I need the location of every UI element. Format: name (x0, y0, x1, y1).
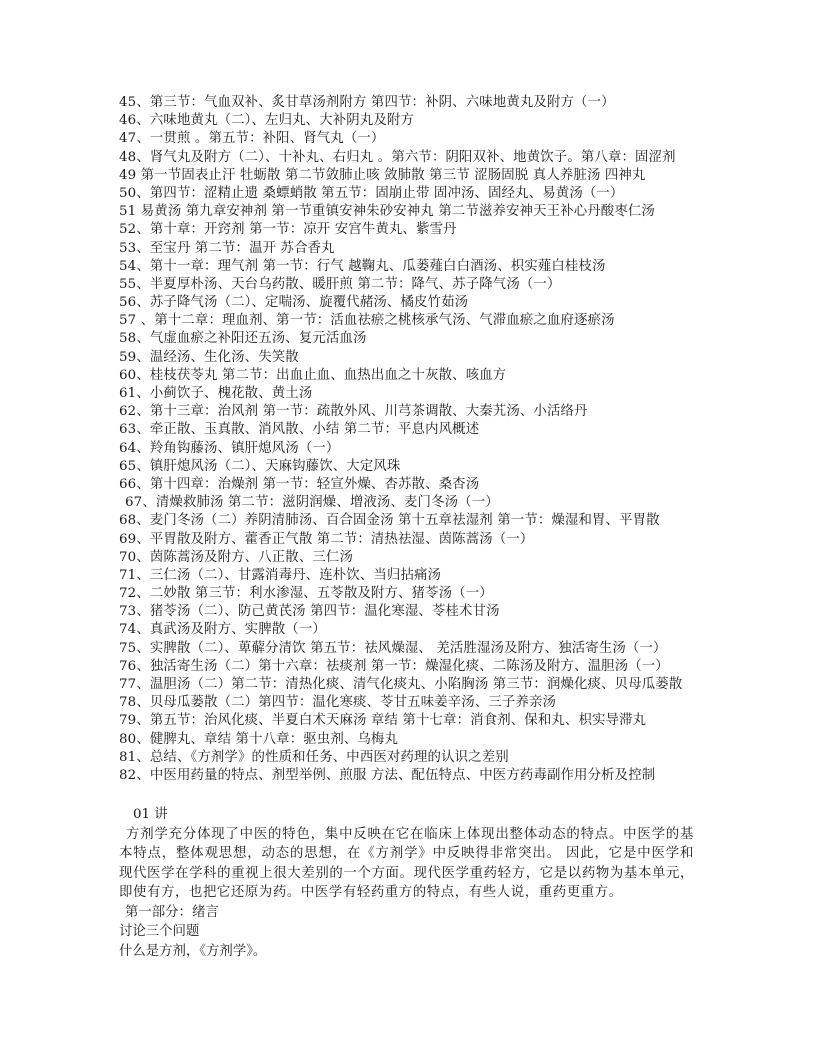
toc-line-51: 51 易黄汤 第九章安神剂 第一节重镇安神朱砂安神丸 第二节滋养安神天王补心丹酸枣仁汤 (119, 204, 655, 220)
toc-line-61: 61、小蓟饮子、槐花散、黄土汤 (119, 386, 313, 401)
document-page (119, 94, 694, 961)
part-title: 第一部分：绪言 (125, 904, 219, 920)
toc-line-63: 63、牵正散、玉真散、消风散、小结 第二节：平息内风概述 (119, 422, 480, 438)
toc-line-45: 45、第三节：气血双补、炙甘草汤剂附方 第四节：补阴、六味地黄丸及附方（一） (119, 95, 615, 110)
toc-line-82: 82、中医用药量的特点、剂型举例、煎服 方法、配伍特点、中医方药毒副作用分析及控制 (119, 767, 656, 783)
toc-line-55: 55、半夏厚朴汤、天台乌药散、暖肝煎 第二节：降气、苏子降气汤（一） (119, 276, 561, 292)
toc-line-65: 65、镇肝熄风汤（二）、天麻钩藤饮、大定风珠 (119, 458, 401, 474)
toc-line-49: 49 第一节固表止汗 牡蛎散 第二节敛肺止咳 敛肺散 第三节 涩肠固脱 真人养脏汤 四神丸 (119, 167, 646, 183)
toc-line-79: 79、第五节：治风化痰、半夏白术天麻汤 章结 第十七章：消食剂、保和丸、枳实导滞丸 (119, 713, 647, 729)
lecture-heading: 01 讲 (133, 807, 168, 823)
toc-line-81: 81、总结、《方剂学》的性质和任务、中西医对药理的认识之差别 (119, 749, 509, 765)
toc-line-47: 47、一贯煎 。第五节：补阳、肾气丸（一） (119, 131, 385, 147)
toc-line-74: 74、真武汤及附方、实脾散（一） (119, 622, 326, 638)
toc-line-60: 60、桂枝茯苓丸 第二节：出血止血、血热出血之十灰散、咳血方 (119, 367, 507, 383)
toc-line-76: 76、独活寄生汤（二）第十六章：祛痰剂 第一节：燥湿化痰、二陈汤及附方、温胆汤（一） (119, 658, 669, 674)
toc-line-50: 50、第四节：涩精止遗 桑螵蛸散 第五节：固崩止带 固冲汤、固经丸、易黄汤（一） (119, 185, 624, 201)
toc-line-52: 52、第十章：开窍剂 第一节：凉开 安宫牛黄丸、紫雪丹 (119, 222, 457, 238)
toc-line-67: 67、清燥救肺汤 第二节：滋阴润燥、增液汤、麦门冬汤（一） (125, 495, 499, 511)
toc-line-48: 48、肾气丸及附方（二）、十补丸、右归丸 。第六节：阴阳双补、地黄饮子。第八章：固涩剂 (119, 149, 676, 165)
intro-paragraph (119, 825, 694, 903)
lecture-section (119, 805, 694, 961)
toc-line-68: 68、麦门冬汤（二）养阴清肺汤、百合固金汤 第十五章祛湿剂 第一节：燥湿和胃、平胃散 (119, 513, 660, 529)
toc-line-56: 56、苏子降气汤（二）、定喘汤、旋覆代赭汤、橘皮竹茹汤 (119, 295, 469, 311)
toc-line-73: 73、猪苓汤（二）、防己黄芪汤 第四节：温化寒湿、苓桂术甘汤 (119, 604, 500, 620)
toc-line-66: 66、第十四章：治燥剂 第一节：轻宣外燥、杏苏散、桑杏汤 (119, 476, 480, 492)
toc-line-69: 69、平胃散及附方、藿香正气散 第二节：清热祛湿、茵陈蒿汤（一） (119, 531, 534, 547)
discussion-heading: 讨论三个问题 (119, 924, 200, 940)
table-of-contents (119, 94, 694, 785)
toc-line-64: 64、羚角钩藤汤、镇肝熄风汤（一） (119, 440, 340, 456)
toc-line-53: 53、至宝丹 第二节：温开 苏合香丸 (119, 240, 335, 256)
toc-line-78: 78、贝母瓜蒌散（二）第四节：温化寒痰、苓甘五味姜辛汤、三子养亲汤 (119, 695, 557, 711)
toc-line-62: 62、第十三章：治风剂 第一节：疏散外风、川芎茶调散、大秦艽汤、小活络丹 (119, 404, 588, 420)
toc-line-72: 72、二妙散 第三节：利水渗湿、五苓散及附方、猪苓汤（一） (119, 586, 493, 602)
toc-line-71: 71、三仁汤（二）、甘露消毒丹、连朴饮、当归拈痛汤 (119, 567, 442, 583)
toc-line-80: 80、健脾丸、章结 第十八章：驱虫剂、乌梅丸 (119, 731, 399, 747)
toc-line-75: 75、实脾散（二）、萆薢分清饮 第五节：祛风燥湿、 羌活胜湿汤及附方、独活寄生汤（一） (119, 640, 667, 656)
toc-line-59: 59、温经汤、生化汤、失笑散 (119, 349, 299, 365)
question-1: 什么是方剂，《方剂学》。 (119, 943, 267, 959)
intro-paragraph-text: 方剂学充分体现了中医的特色，集中反映在它在临床上体现出整体动态的特点。中医学的基本特点，整体观思想，动态的思想，在《方剂学》中反映得非常突出。 因此，它是中医学和现代医学在学科的重视上很大差别的一个方面。现代医学重药轻方，它是以药物为基本单元，即使有方，也把它还原为药。中医学有轻药重方的特点，有些人说，重药更重方。 (119, 826, 694, 901)
toc-line-58: 58、气虚血瘀之补阳还五汤、复元活血汤 (119, 331, 367, 347)
toc-line-70: 70、茵陈蒿汤及附方、八正散、三仁汤 (119, 549, 353, 565)
toc-line-46: 46、六味地黄丸（二）、左归丸、大补阴丸及附方 (119, 113, 414, 129)
toc-line-57: 57 、第十二章：理血剂、第一节：活血祛瘀之桃核承气汤、气滞血瘀之血府逐瘀汤 (119, 313, 615, 329)
toc-line-54: 54、第十一章：理气剂 第一节：行气 越鞠丸、瓜蒌薤白白酒汤、枳实薤白桂枝汤 (119, 258, 606, 274)
toc-line-77: 77、温胆汤（二）第二节：清热化痰、清气化痰丸、小陷胸汤 第三节：润燥化痰、贝母瓜蒌散 (119, 677, 683, 692)
